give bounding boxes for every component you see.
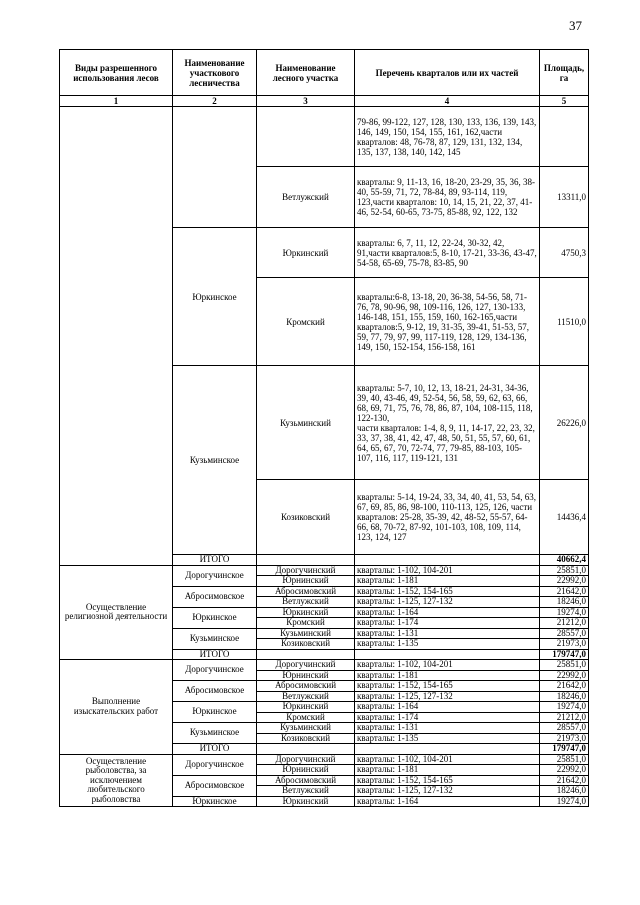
quarters-cell: кварталы: 5-7, 10, 12, 13, 18-21, 24-31, 34-36, 39, 40, 43-46, 49, 52-54, 56, 58, 59, 62, 63, 66, 68, 69, 71, 75, 76, 78, 86, 87, 104, 108-115, 118, 122-130, части кварталов: 1-4, 8, 9, 11, 14-17, 22, 23, 32, 33, 37, 38, 41, 42, 47, 48, 50, 51, 55, 57, 60, 61, 64, 65, 67, 70, 72-74, 77, 79-85, 88-103, 105-107, 116, 117, 119-121, 131: [355, 366, 540, 480]
area-cell: 22992,0: [540, 765, 589, 776]
quarters-cell: кварталы: 1-164: [355, 607, 540, 618]
header-forestry: Наименование участкового лесничества: [173, 50, 257, 96]
forestry-cell: Абросимовское: [173, 586, 257, 607]
forestry-cell: [173, 107, 257, 228]
total-empty-cell: [257, 649, 355, 660]
plot-cell: Кузьминский: [257, 723, 355, 734]
area-cell: 4750,3: [540, 228, 589, 278]
area-cell: 28557,0: [540, 628, 589, 639]
area-cell: 18246,0: [540, 691, 589, 702]
area-cell: 21212,0: [540, 712, 589, 723]
plot-cell: Кромский: [257, 618, 355, 629]
total-value: 179747,0: [540, 744, 589, 755]
plot-cell: [257, 107, 355, 167]
plot-cell: Дорогучинский: [257, 754, 355, 765]
total-empty-cell: [257, 555, 355, 566]
use-type-cell: Осуществление рыболовства, за исключением любительского рыболовства: [60, 754, 173, 807]
forestry-cell: Дорогучинское: [173, 660, 257, 681]
quarters-cell: кварталы: 1-181: [355, 765, 540, 776]
quarters-cell: кварталы: 1-174: [355, 618, 540, 629]
table-row: [60, 565, 589, 576]
quarters-cell: кварталы: 1-131: [355, 628, 540, 639]
plot-cell: Юркинский: [257, 607, 355, 618]
forestry-cell: Дорогучинское: [173, 754, 257, 775]
quarters-cell: кварталы:6-8, 13-18, 20, 36-38, 54-56, 58, 71-76, 78, 90-96, 98, 109-116, 126, 127, 130-133, 146-148, 151, 155, 159, 160, 162-165,части кварталов:5, 9-12, 19, 31-35, 39-41, 51-53, 57, 59, 77, 79, 97, 99, 117-119, 128, 129, 134-136, 149, 150, 152-154, 156-158, 161: [355, 278, 540, 366]
quarters-cell: кварталы: 1-125, 127-132: [355, 786, 540, 797]
use-type-cell: Осуществление религиозной деятельности: [60, 565, 173, 660]
quarters-cell: кварталы: 1-131: [355, 723, 540, 734]
quarters-cell: кварталы: 6, 7, 11, 12, 22-24, 30-32, 42, 91,части кварталов:5, 8-10, 17-21, 33-36, 43-47, 54-58, 65-69, 75-78, 83-85, 90: [355, 228, 540, 278]
area-cell: 18246,0: [540, 786, 589, 797]
area-cell: 21642,0: [540, 775, 589, 786]
area-cell: 13311,0: [540, 167, 589, 228]
quarters-cell: кварталы: 1-152, 154-165: [355, 775, 540, 786]
forestry-cell: Абросимовское: [173, 775, 257, 796]
column-number: 4: [355, 96, 540, 107]
column-number: 5: [540, 96, 589, 107]
total-label: ИТОГО: [173, 744, 257, 755]
area-cell: 19274,0: [540, 702, 589, 713]
area-cell: 25851,0: [540, 565, 589, 576]
use-type-cell: [60, 107, 173, 566]
total-empty-cell: [257, 744, 355, 755]
total-empty-cell: [355, 649, 540, 660]
plot-cell: Козиковский: [257, 733, 355, 744]
quarters-cell: 79-86, 99-122, 127, 128, 130, 133, 136, 139, 143, 146, 149, 150, 154, 155, 161, 162,части кварталов: 48, 76-78, 87, 129, 131, 132, 134, 135, 137, 138, 140, 142, 145: [355, 107, 540, 167]
plot-cell: Юрнинский: [257, 765, 355, 776]
header-area: Площадь, га: [540, 50, 589, 96]
header-row: [60, 50, 589, 96]
area-cell: 21973,0: [540, 639, 589, 650]
header-quarters: Перечень кварталов или их частей: [355, 50, 540, 96]
plot-cell: Юрнинский: [257, 670, 355, 681]
quarters-cell: кварталы: 1-181: [355, 670, 540, 681]
quarters-cell: кварталы: 1-125, 127-132: [355, 691, 540, 702]
quarters-cell: кварталы: 1-135: [355, 639, 540, 650]
plot-cell: Ветлужский: [257, 167, 355, 228]
forestry-cell: Кузьминское: [173, 366, 257, 555]
forestry-cell: Юркинское: [173, 607, 257, 628]
plot-cell: Дорогучинский: [257, 660, 355, 671]
forestry-cell: Юркинское: [173, 796, 257, 807]
area-cell: 14436,4: [540, 480, 589, 555]
forestry-cell: Абросимовское: [173, 681, 257, 702]
quarters-cell: кварталы: 1-102, 104-201: [355, 565, 540, 576]
forestry-cell: Кузьминское: [173, 628, 257, 649]
quarters-cell: кварталы: 1-181: [355, 576, 540, 587]
plot-cell: Юркинский: [257, 702, 355, 713]
plot-cell: Юркинский: [257, 228, 355, 278]
area-cell: 21642,0: [540, 586, 589, 597]
total-empty-cell: [355, 555, 540, 566]
quarters-cell: кварталы: 1-102, 104-201: [355, 754, 540, 765]
plot-cell: Ветлужский: [257, 691, 355, 702]
plot-cell: Ветлужский: [257, 597, 355, 608]
column-number-row: [60, 96, 589, 107]
plot-cell: Абросимовский: [257, 775, 355, 786]
area-cell: 22992,0: [540, 576, 589, 587]
quarters-cell: кварталы: 1-135: [355, 733, 540, 744]
plot-cell: Ветлужский: [257, 786, 355, 797]
area-cell: 18246,0: [540, 597, 589, 608]
plot-cell: Абросимовский: [257, 586, 355, 597]
forestry-cell: Дорогучинское: [173, 565, 257, 586]
area-cell: 19274,0: [540, 796, 589, 807]
table-row: [60, 660, 589, 671]
forestry-cell: Юркинское: [173, 702, 257, 723]
table-row: [60, 107, 589, 167]
quarters-cell: кварталы: 1-125, 127-132: [355, 597, 540, 608]
area-cell: 21212,0: [540, 618, 589, 629]
total-value: 179747,0: [540, 649, 589, 660]
quarters-cell: кварталы: 1-152, 154-165: [355, 586, 540, 597]
plot-cell: Козиковский: [257, 639, 355, 650]
plot-cell: Кромский: [257, 278, 355, 366]
table-row: [60, 754, 589, 765]
forestry-cell: Кузьминское: [173, 723, 257, 744]
quarters-cell: кварталы: 1-164: [355, 796, 540, 807]
quarters-cell: кварталы: 5-14, 19-24, 33, 34, 40, 41, 53, 54, 63, 67, 69, 85, 86, 98-100, 110-113, 125, 126, части кварталов: 25-28, 35-39, 42, 48-52, 55-57, 64-66, 68, 70-72, 87-92, 101-103, 108, 109, 114, 123, 124, 127: [355, 480, 540, 555]
header-plot: Наименование лесного участка: [257, 50, 355, 96]
plot-cell: Кузьминский: [257, 366, 355, 480]
area-cell: 11510,0: [540, 278, 589, 366]
area-cell: 28557,0: [540, 723, 589, 734]
page-number: 37: [569, 18, 582, 33]
total-empty-cell: [355, 744, 540, 755]
quarters-cell: кварталы: 9, 11-13, 16, 18-20, 23-29, 35, 36, 38-40, 55-59, 71, 72, 78-84, 89, 93-114, 119, 123,части кварталов: 10, 14, 15, 21, 22, 37, 41-46, 52-54, 60-65, 73-75, 85-88, 92, 122, 132: [355, 167, 540, 228]
column-number: 3: [257, 96, 355, 107]
quarters-cell: кварталы: 1-164: [355, 702, 540, 713]
area-cell: [540, 107, 589, 167]
area-cell: 25851,0: [540, 660, 589, 671]
plot-cell: Абросимовский: [257, 681, 355, 692]
use-type-cell: Выполнение изыскательских работ: [60, 660, 173, 755]
quarters-cell: кварталы: 1-152, 154-165: [355, 681, 540, 692]
total-label: ИТОГО: [173, 555, 257, 566]
plot-cell: Юрнинский: [257, 576, 355, 587]
forestry-cell: Юркинское: [173, 228, 257, 366]
quarters-cell: кварталы: 1-102, 104-201: [355, 660, 540, 671]
column-number: 2: [173, 96, 257, 107]
quarters-cell: кварталы: 1-174: [355, 712, 540, 723]
area-cell: 21642,0: [540, 681, 589, 692]
plot-cell: Юркинский: [257, 796, 355, 807]
plot-cell: Дорогучинский: [257, 565, 355, 576]
total-value: 40662,4: [540, 555, 589, 566]
area-cell: 21973,0: [540, 733, 589, 744]
plot-cell: Козиковский: [257, 480, 355, 555]
area-cell: 25851,0: [540, 754, 589, 765]
plot-cell: Кузьминский: [257, 628, 355, 639]
forest-use-table: [59, 49, 589, 807]
total-label: ИТОГО: [173, 649, 257, 660]
area-cell: 19274,0: [540, 607, 589, 618]
plot-cell: Кромский: [257, 712, 355, 723]
area-cell: 26226,0: [540, 366, 589, 480]
column-number: 1: [60, 96, 173, 107]
header-use-type: Виды разрешенного использования лесов: [60, 50, 173, 96]
area-cell: 22992,0: [540, 670, 589, 681]
